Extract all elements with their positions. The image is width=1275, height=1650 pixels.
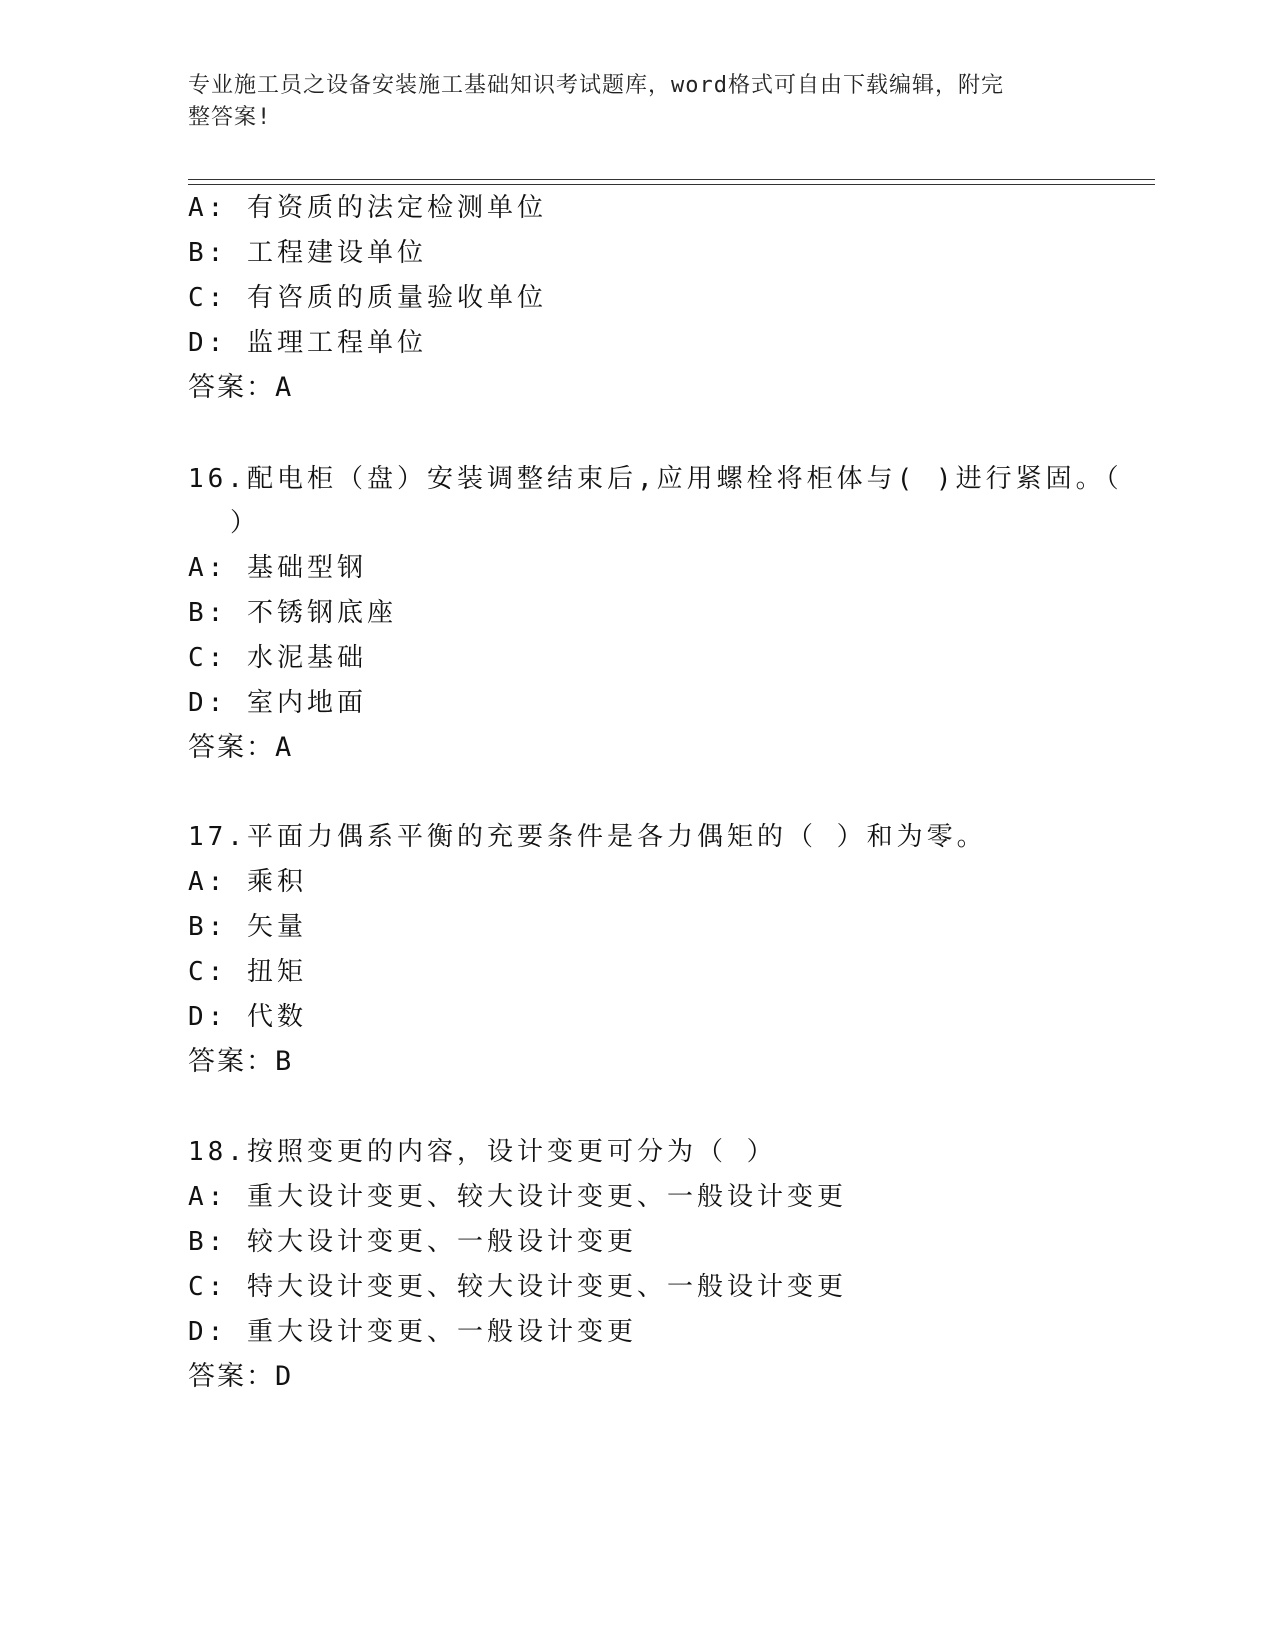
q16-option-b: B: 不锈钢底座 — [188, 598, 397, 628]
header-line-2: 整答案! — [188, 105, 272, 130]
q15-option-c: C: 有咨质的质量验收单位 — [188, 283, 547, 313]
q15-option-b: B: 工程建设单位 — [188, 238, 427, 268]
q16-answer: 答案：A — [188, 732, 294, 763]
q18-option-d: D: 重大设计变更、一般设计变更 — [188, 1317, 637, 1347]
q17-option-d: D: 代数 — [188, 1002, 307, 1032]
q16-option-c: C: 水泥基础 — [188, 643, 367, 673]
q18-option-a: A: 重大设计变更、较大设计变更、一般设计变更 — [188, 1182, 847, 1212]
q17-option-a: A: 乘积 — [188, 867, 307, 897]
q15-option-a: A: 有资质的法定检测单位 — [188, 193, 547, 223]
q18-option-c: C: 特大设计变更、较大设计变更、一般设计变更 — [188, 1272, 847, 1302]
q16-option-a: A: 基础型钢 — [188, 553, 367, 583]
q17-question: 17.平面力偶系平衡的充要条件是各力偶矩的（ ）和为零。 — [188, 822, 987, 852]
header-divider-bottom — [188, 184, 1155, 185]
q16-question-continuation: ） — [230, 508, 261, 538]
header-divider-top — [188, 179, 1155, 180]
q16-question: 16.配电柜（盘）安装调整结束后,应用螺栓将柜体与( )进行紧固。（ — [188, 464, 1123, 494]
document-header — [188, 70, 1068, 134]
q16-option-d: D: 室内地面 — [188, 688, 367, 718]
q17-option-b: B: 矢量 — [188, 912, 307, 942]
q18-answer: 答案：D — [188, 1361, 294, 1392]
q17-answer: 答案：B — [188, 1046, 294, 1077]
q18-question: 18.按照变更的内容，设计变更可分为（ ） — [188, 1137, 777, 1167]
header-line-1: 专业施工员之设备安装施工基础知识考试题库，word格式可自由下载编辑，附完 — [188, 73, 1004, 98]
q15-answer: 答案：A — [188, 372, 294, 403]
q15-option-d: D: 监理工程单位 — [188, 328, 427, 358]
q18-option-b: B: 较大设计变更、一般设计变更 — [188, 1227, 637, 1257]
q17-option-c: C: 扭矩 — [188, 957, 307, 987]
